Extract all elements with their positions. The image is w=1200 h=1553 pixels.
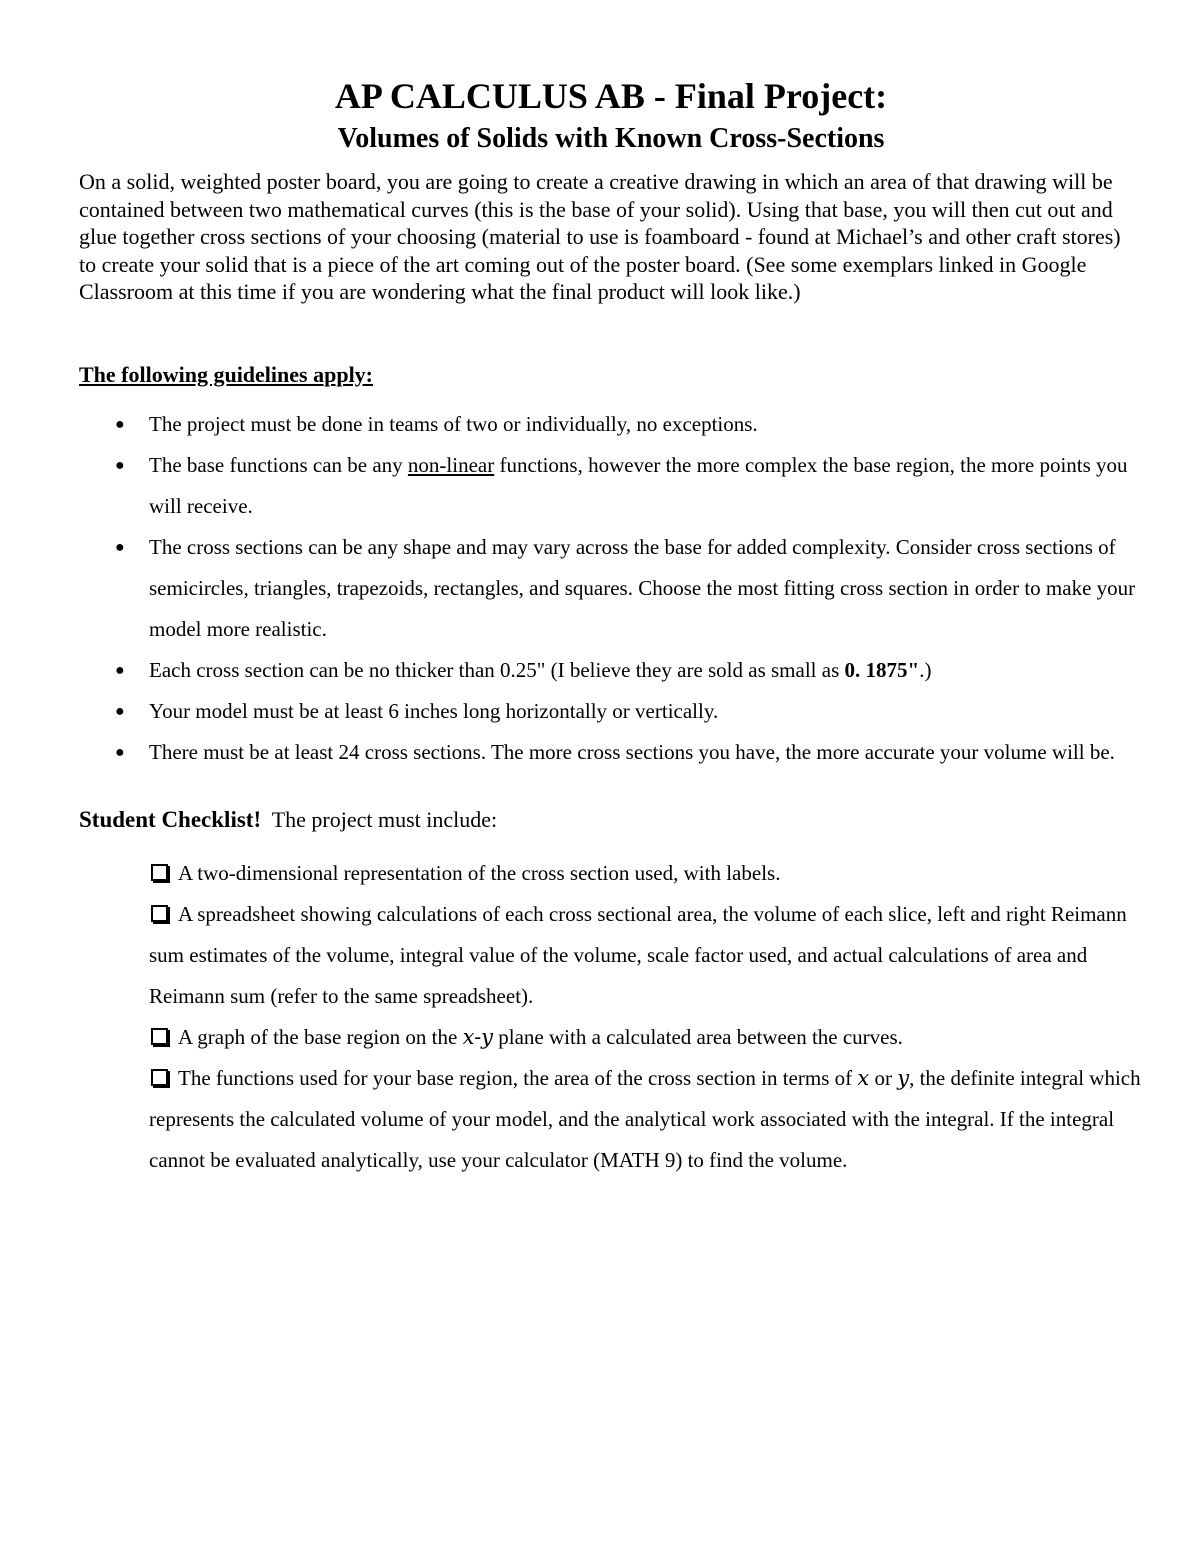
guideline-text: Your model must be at least 6 inches long horizontally or vertically.	[149, 698, 719, 723]
checklist-text: A spreadsheet showing calculations of each cross sectional area, the volume of each slice, left and right Reimann sum estimates of the volume, integral value of the volume, scale factor used, and actual calculations of area and Reimann sum (refer to the same spreadsheet).	[149, 901, 1127, 1008]
guideline-item	[79, 650, 1143, 691]
checklist-heading-bold: Student Checklist!	[79, 806, 262, 832]
guideline-text-post: functions, however the more complex the base region, the more points you will receive.	[149, 452, 1128, 518]
guideline-item	[79, 445, 1143, 527]
checklist-text-post: plane with a calculated area between the curves.	[493, 1024, 903, 1049]
checklist-text-post: , the definite integral which represents the calculated volume of your model, and the analytical work associated with the integral. If the integral cannot be evaluated analytically, use your calculator (MATH 9) to find the volume.	[149, 1065, 1141, 1172]
bullet-icon: ●	[115, 415, 125, 433]
bullet-icon: ●	[115, 538, 125, 556]
bullet-icon: ●	[115, 743, 125, 761]
guideline-item	[79, 527, 1143, 650]
checklist-text-mid: or	[869, 1065, 898, 1090]
document-page	[79, 70, 1143, 1181]
checkbox-icon[interactable]	[151, 905, 168, 922]
page-subtitle: Volumes of Solids with Known Cross-Sections	[337, 123, 885, 154]
math-variable: x	[857, 1065, 870, 1090]
guideline-underlined-term: non-linear	[407, 452, 495, 477]
guideline-text: The cross sections can be any shape and may vary across the base for added complexity. Consider cross sections of semicircles, triangles, trapezoids, rectangles, and squares. Choose the most fitting cross section in order to make your model more realistic.	[149, 534, 1136, 641]
math-variable: y	[897, 1065, 910, 1090]
bullet-icon: ●	[115, 661, 125, 679]
guideline-text: There must be at least 24 cross sections. The more cross sections you have, the more accurate your volume will be.	[149, 739, 1115, 764]
guidelines-list	[79, 404, 1143, 773]
checklist-text-pre: The functions used for your base region, the area of the cross section in terms of	[178, 1065, 858, 1090]
bullet-icon: ●	[115, 456, 125, 474]
guideline-item	[79, 404, 1143, 445]
guidelines-heading: The following guidelines apply:	[79, 361, 374, 387]
checklist-text: A two-dimensional representation of the cross section used, with labels.	[178, 860, 781, 885]
guideline-item	[79, 691, 1143, 732]
checklist-list	[79, 853, 1143, 1181]
bullet-icon: ●	[115, 702, 125, 720]
checkbox-icon[interactable]	[151, 1028, 168, 1045]
page-title: AP CALCULUS AB - Final Project:	[334, 76, 888, 116]
checklist-item	[79, 853, 1143, 894]
checklist-heading-rest: The project must include:	[261, 806, 498, 832]
checklist-heading	[79, 803, 1143, 837]
guideline-text: The project must be done in teams of two or individually, no exceptions.	[149, 411, 758, 436]
guideline-text-pre: Each cross section can be no thicker than 0.25" (I believe they are sold as small as	[149, 657, 845, 682]
intro-paragraph: On a solid, weighted poster board, you are going to create a creative drawing in which an area of that drawing will be contained between two mathematical curves (this is the base of your solid). Using that base, you will then cut out and glue together cross sections of your choosing (material to use is foamboard - found at Michael’s and other craft stores) to create your solid that is a piece of the art coming out of the poster board. (See some exemplars linked in Google Classroom at this time if you are wondering what the final product will look like.)	[79, 169, 1121, 304]
guideline-text-pre: The base functions can be any	[149, 452, 408, 477]
checkbox-icon[interactable]	[151, 864, 168, 881]
checkbox-icon[interactable]	[151, 1069, 168, 1086]
guideline-item	[79, 732, 1143, 773]
checklist-item	[79, 1017, 1143, 1058]
guideline-text-post: .)	[919, 657, 932, 682]
checklist-item	[79, 1058, 1143, 1181]
guideline-bold-value: 0. 1875"	[844, 657, 920, 682]
checklist-text-pre: A graph of the base region on the	[178, 1024, 463, 1049]
math-variable: x-y	[462, 1024, 494, 1049]
checklist-item	[79, 894, 1143, 1017]
